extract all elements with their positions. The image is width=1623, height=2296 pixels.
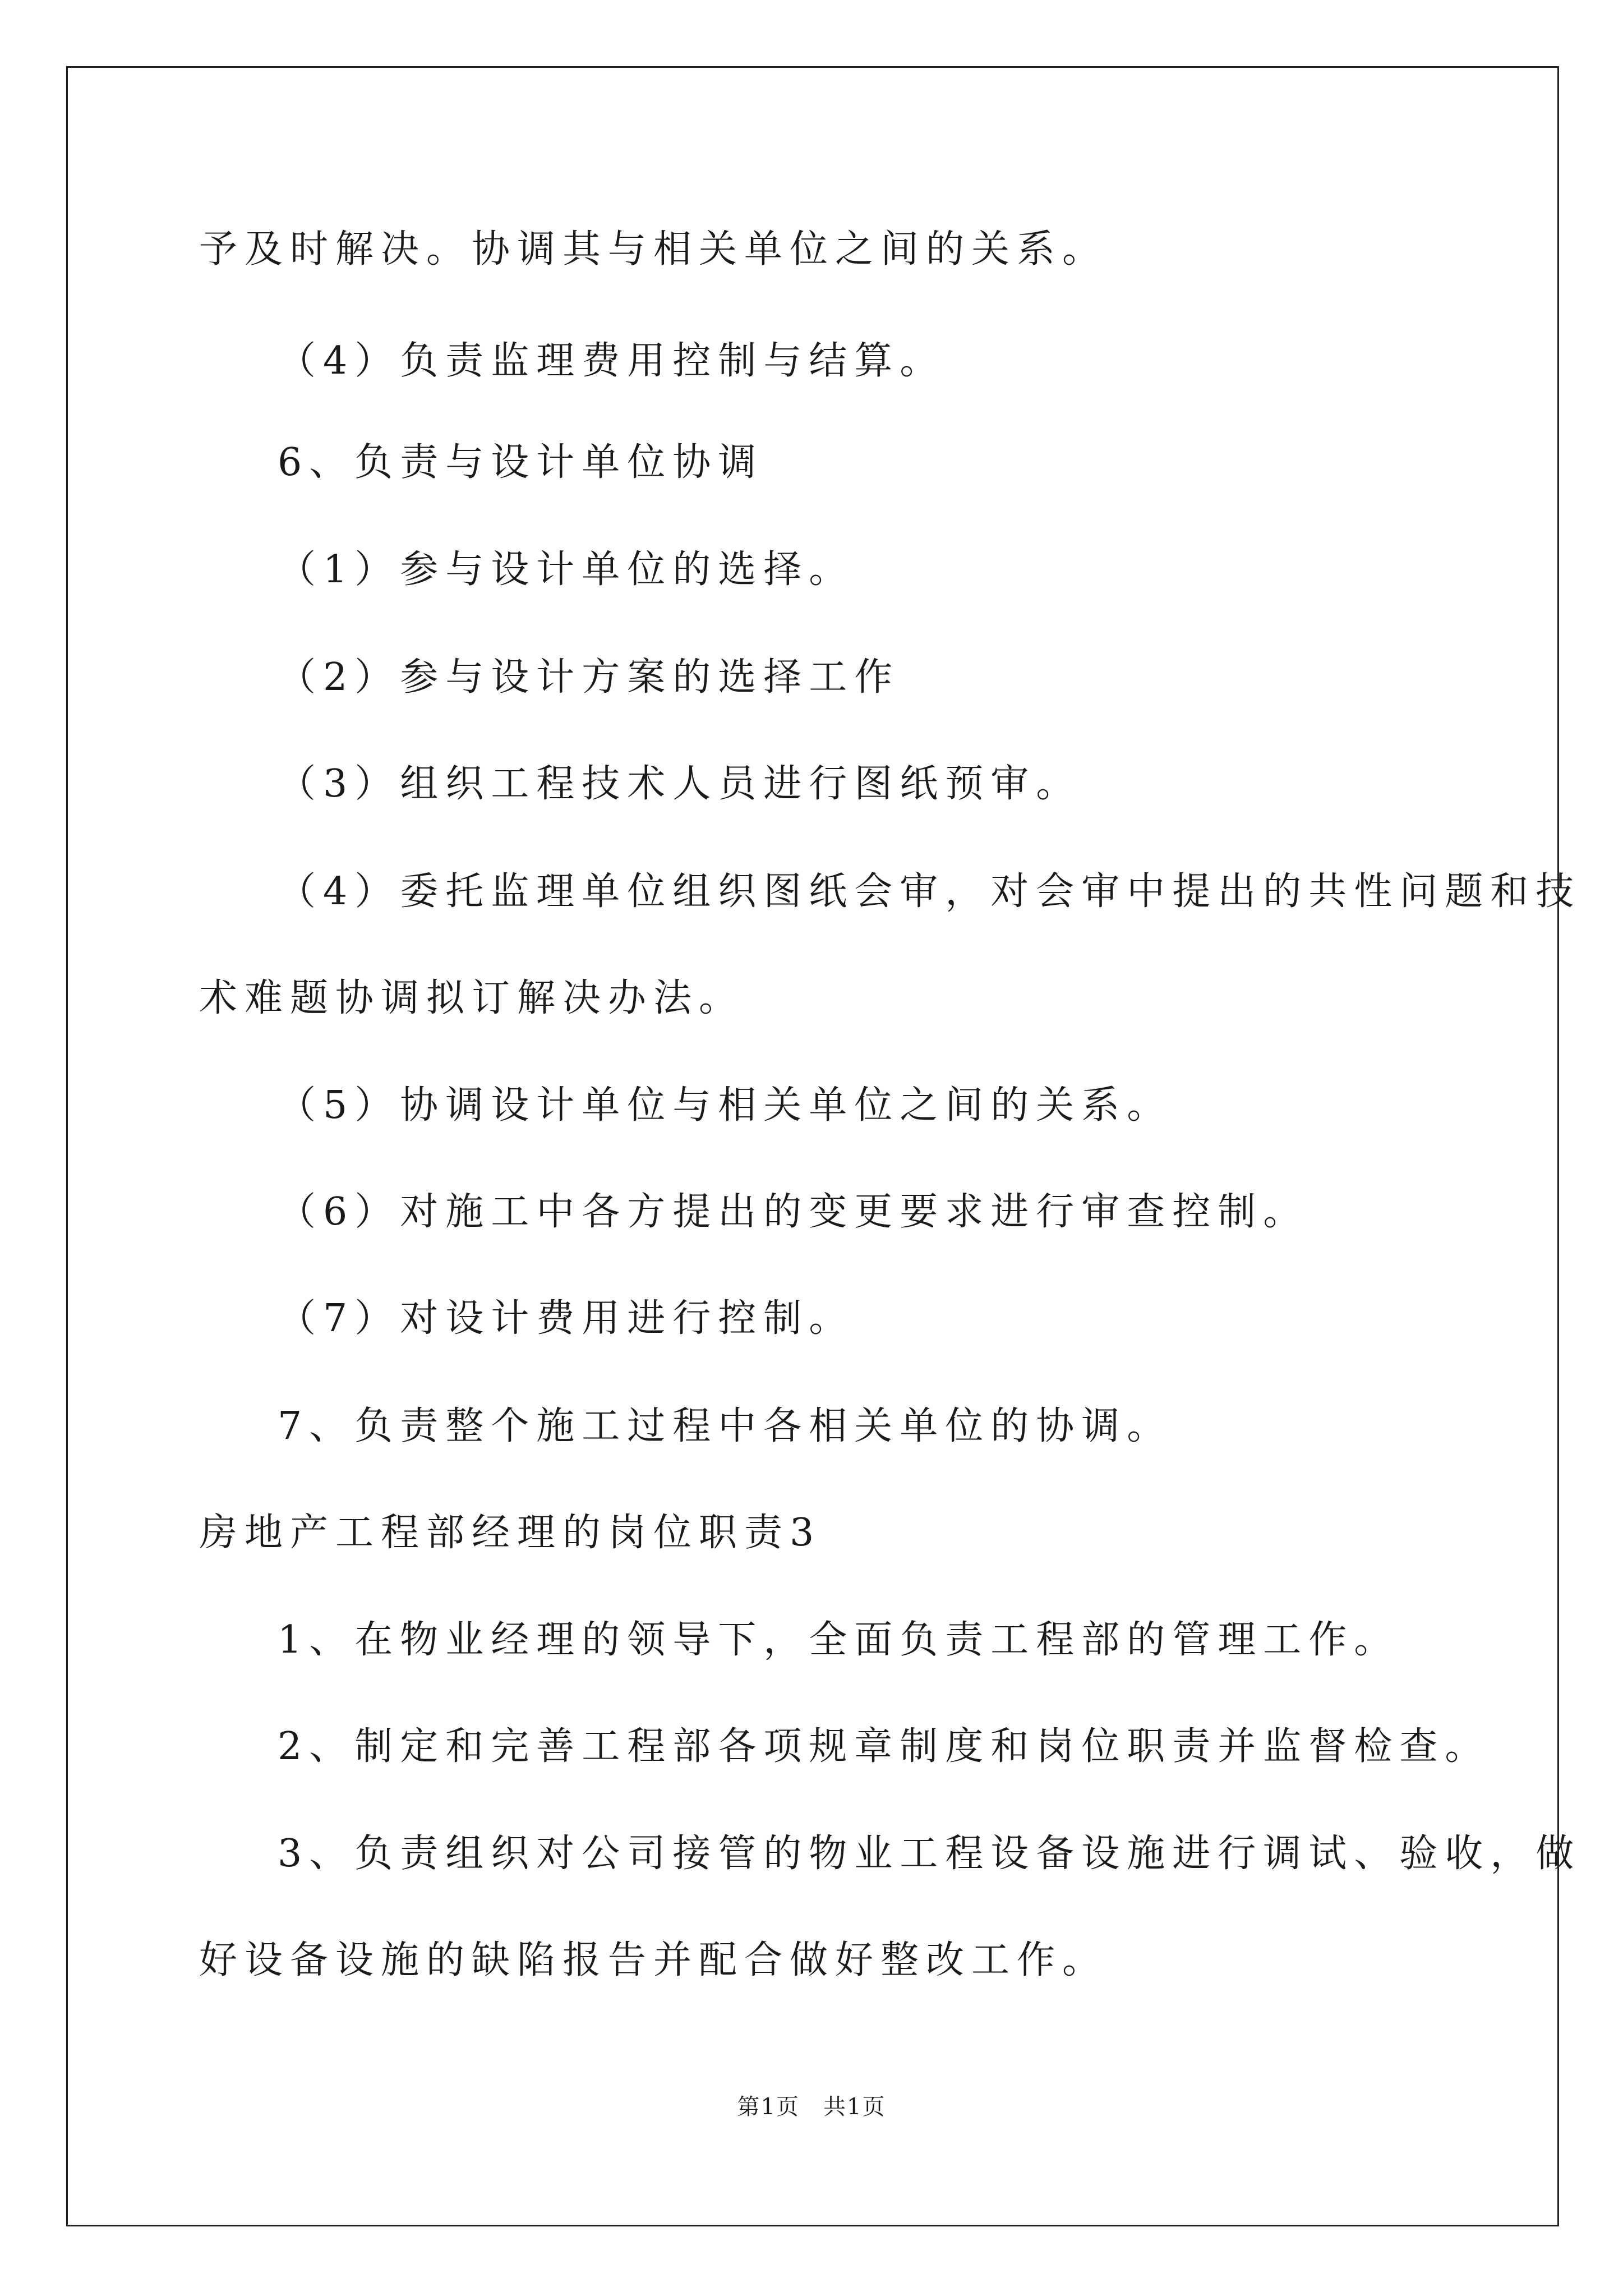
section-heading: 房地产工程部经理的岗位职责3 (199, 1511, 822, 1555)
paragraph-line: 1、在物业经理的领导下，全面负责工程部的管理工作。 (278, 1618, 1400, 1662)
page-border (66, 66, 1559, 2226)
paragraph-line: 2、制定和完善工程部各项规章制度和岗位职责并监督检查。 (278, 1724, 1491, 1769)
paragraph-line: （1）参与设计单位的选择。 (278, 547, 855, 592)
paragraph-line: 3、负责组织对公司接管的物业工程设备设施进行调试、验收，做 (278, 1832, 1581, 1876)
paragraph-line: （2）参与设计方案的选择工作 (278, 655, 900, 700)
paragraph-line: 予及时解决。协调其与相关单位之间的关系。 (199, 227, 1108, 272)
paragraph-line: （6）对施工中各方提出的变更要求进行审查控制。 (278, 1190, 1309, 1234)
paragraph-line: （5）协调设计单位与相关单位之间的关系。 (278, 1083, 1173, 1128)
paragraph-line: 6、负责与设计单位协调 (278, 440, 764, 485)
page-number-footer: 第1页 共1页 (737, 2094, 886, 2120)
paragraph-line: 好设备设施的缺陷报告并配合做好整改工作。 (199, 1938, 1108, 1982)
paragraph-line: 7、负责整个施工过程中各相关单位的协调。 (278, 1404, 1173, 1448)
paragraph-line: （4）负责监理费用控制与结算。 (278, 339, 946, 383)
paragraph-line: （4）委托监理单位组织图纸会审，对会审中提出的共性问题和技 (278, 869, 1581, 914)
paragraph-line: （3）组织工程技术人员进行图纸预审。 (278, 762, 1082, 806)
paragraph-line: （7）对设计费用进行控制。 (278, 1296, 855, 1341)
paragraph-line: 术难题协调拟订解决办法。 (199, 976, 745, 1020)
